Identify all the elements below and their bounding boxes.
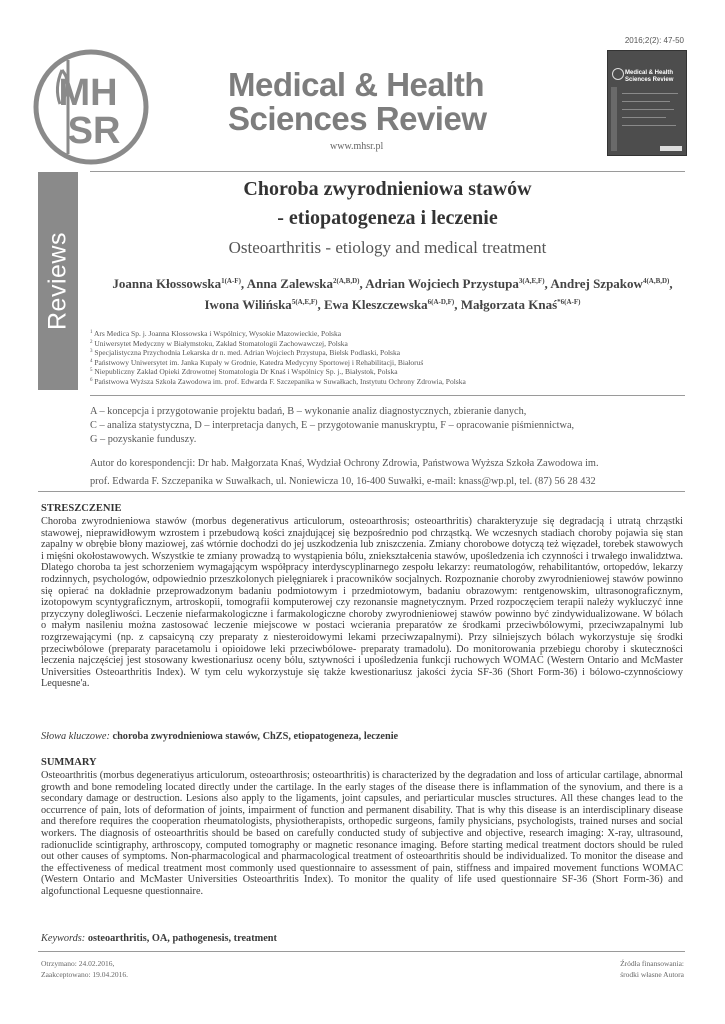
svg-text:SR: SR <box>67 110 121 152</box>
correspondence-line: Autor do korespondencji: Dr hab. Małgorzata Knaś, Wydział Ochrony Zdrowia, Państwowa Wyższa Szkoła Zawodowa im. <box>90 458 599 469</box>
affiliation-number: 4 <box>90 358 93 364</box>
cover-line <box>622 101 670 102</box>
author-name: Iwona Wilińska <box>204 297 292 312</box>
author-affiliation-marker: 6(A-D,F) <box>427 298 455 306</box>
affiliation-item <box>90 348 650 358</box>
summary-keywords <box>41 933 277 944</box>
cover-title: Medical & Health Sciences Review <box>625 70 674 83</box>
affiliation-number: 6 <box>90 377 93 383</box>
streszczenie-body: Choroba zwyrodnieniowa stawów (morbus degenerativus articulorum, osteoarthrosis; osteoarthritis) charakteryzuje się degradacją i utratą chrząstki stawowej, nieprawidłowym wzrostem i przebudową kości znajdującej się bezpośrednio pod chrząstką. We wczesnych stadiach choroby pojawia się stan zapalny w obrębie błony maziowej, zaś wtórnie dochodzi do jej uszkodzenia lub zniszczenia. Zmiany chorobowe dotyczą też więzadeł, torebek stawowych i mięśni okołostawowych. Wszystkie te zmiany prowadzą to wystąpienia bólu, zniekształcenia stawów, upośledzenia ich czynności i trwałego inwalidztwa. Dlatego choroba ta jest schorzeniem wymagającym współpracy interdyscyplinarnego zespołu lekarzy: reumatologów, rehabilitantów, ortopedów, lekarzy rodzinnych, psychologów, odpowiednio przeszkolonych pielęgniarek i pracowników socjalnych. Rozpoznanie choroby zwyrodnieniowej stawów powinno się opierać na dokładnie przeprowadzonym badaniu podmiotowym i przedmiotowym, badaniu obrazowym: rentgenowskim, ultrasonograficznym, izotopowym scyntygraficznym, artroskopii, tomografii komputerowej czy rezonansie magnetycznym. Przed rozpoczęciem terapii należy wykluczyć inne przyczyny dolegliwości. Leczenie niefarmakologiczne i farmakologiczne choroby zwyrodnieniowej stawów powinno być zindywidualizowane. W bólach o małym nasileniu można zastosować leczenie miejscowe w postaci wcierania preparatów ze środkami przeciwbólowymi, przeciwzapalnymi lub rozgrzewającymi (np. z capsaicyną czy preparaty z niesteroidowymi lekami przeciwzapalnymi). Przy silniejszych bólach wykorzystuje się środki przeciwbólowe (preparaty paracetamolu i opioidowe leki przeciwbólowe- preparaty tramadolu). Do monitorowania przebiegu choroby i skuteczności leczenia najczęściej jest stosowany kwestionariusz oceny bólu, sztywności i upośledzenia funkcji ruchowych WOMAC (Western Ontario and McMaster Universities Osteoarthritis Index). W tym celu wykorzystuje się także kwestionariusz jakości życia SF-36 (Short Form-36) i bólowo-czynnościowy Lequesne'a. <box>41 516 683 690</box>
journal-title-line1: Medical & Health <box>228 66 485 103</box>
journal-cover-thumbnail <box>607 50 687 156</box>
svg-text:MH: MH <box>58 72 118 114</box>
affiliation-item <box>90 358 650 368</box>
cover-line <box>622 117 666 118</box>
correspondence-line: prof. Edwarda F. Szczepanika w Suwałkach, ul. Noniewicza 10, 16-400 Suwałki, e-mail: knass@wp.pl, tel. (87) 56 28 432 <box>90 475 596 487</box>
streszczenie-heading: STRESZCZENIE <box>41 503 122 514</box>
divider <box>90 171 685 172</box>
affiliation-item <box>90 339 650 349</box>
affiliation-item <box>90 377 650 387</box>
author-affiliation-marker: 1(A-F) <box>221 277 241 285</box>
journal-title-line2: Sciences Review <box>228 100 487 137</box>
affiliation-text: Państwowa Wyższa Szkoła Zawodowa im. prof. Edwarda F. Szczepanika w Suwałkach, Instytutu Ochrony Zdrowia, Polska <box>94 376 466 386</box>
author-separator: , <box>544 276 551 291</box>
contributions-line: A – koncepcja i przygotowanie projektu badań, B – wykonanie analiz diagnostycznych, zbieranie danych, <box>90 406 527 417</box>
cover-logo-icon <box>612 68 624 80</box>
received-date: Otrzymano: 24.02.2016, <box>41 959 115 968</box>
author-affiliation-marker: 4(A,B,D) <box>642 277 670 285</box>
journal-url[interactable]: www.mhsr.pl <box>330 141 384 152</box>
summary-body: Osteoarthritis (morbus degeneratiyus articulorum, osteoarthrosis; osteoarthritis) is characterized by the degradation and loss of articular cartilage, abnormal growth and bone remodeling located directly under the cartilage. In the early stages of the disease there is inflammation of the synovium, and there is a secondary damage or destruction. Lesions also apply to the ligaments, joint capsules, and periarticular muscles structures. All these changes lead to the occurrence of pain, lots of deformation of joints, impairment of function and permanent disability. That is why this disease is an interdisciplinary disease and therefore requires the cooperation rheumatologists, physiotherapists, orthopedic surgeons, family physicians, psychologists, trained nurses and social workers. The diagnosis of osteoarthritis should be based on carefully conducted study of subjective and objective, research imaging: X-ray, ultrasound, radionuclide scintigraphy, arthroscopy, computed tomography or magnetic resonance imaging. Before starting medical treatment doctors should be ruled out other causes of symptoms. Non-pharmacological and pharmacological treatment of osteoarthritis should be individualized. To monitor the disease and the effectiveness of medical treatment most commonly used questionnaire to assessment of pain, stiffness and impaired movement functions WOMAC (Western Ontario and McMaster Universities Osteoarthritis Index). To monitor the quality of life used questionnaire SF-36 (Short Form-36) and algofunctional Lequesne questionnaire. <box>41 770 683 897</box>
author-separator: , <box>454 297 461 312</box>
summary-heading: SUMMARY <box>41 757 97 768</box>
cover-line <box>622 93 678 94</box>
author-affiliation-marker: *6(A-F) <box>557 298 581 306</box>
affiliation-number: 3 <box>90 349 93 355</box>
author-name: Anna Zalewska <box>246 276 334 291</box>
keywords-text: osteoarthritis, OA, pathogenesis, treatment <box>87 933 277 944</box>
divider <box>38 491 685 492</box>
keywords-label: Słowa kluczowe: <box>41 731 110 742</box>
author-affiliation-marker: 2(A,B,D) <box>333 277 360 285</box>
article-title-en: Osteoarthritis - etiology and medical treatment <box>228 238 547 257</box>
author-name: Małgorzata Knaś <box>460 297 558 312</box>
author-list <box>100 273 685 315</box>
keywords-label: Keywords: <box>41 933 86 944</box>
funding-value: środki własne Autora <box>620 970 684 979</box>
author-separator: , <box>240 276 247 291</box>
correspondence <box>90 455 690 490</box>
author-name: Andrej Szpakow <box>550 276 643 291</box>
author-name: Ewa Kleszczewska <box>323 297 428 312</box>
funding-footer <box>620 958 684 980</box>
cover-side-strip <box>611 87 617 151</box>
affiliation-number: 5 <box>90 368 93 374</box>
citation: 2016;2(2): 47-50 <box>624 36 684 45</box>
section-sidebar <box>38 172 78 390</box>
author-contributions <box>90 405 660 447</box>
author-separator: , <box>317 297 324 312</box>
author-separator: , <box>669 276 673 291</box>
divider <box>90 395 685 396</box>
affiliation-list <box>90 329 650 387</box>
journal-title <box>228 68 487 136</box>
divider <box>38 951 685 952</box>
affiliation-item <box>90 367 650 377</box>
funding-label: Źródła finansowania: <box>620 959 684 968</box>
dates-footer <box>41 958 128 980</box>
affiliation-text: Państwowy Uniwersytet im. Janka Kupały w Grodnie, Katedra Medycyny Sportowej i Rehabilitacji, Białoruś <box>94 357 424 367</box>
contributions-line: G – pozyskanie funduszy. <box>90 434 197 445</box>
cover-line <box>622 125 676 126</box>
contributions-line: C – analiza statystyczna, D – interpretacja danych, E – przygotowanie manuskryptu, F – opracowanie piśmiennictwa, <box>90 420 575 431</box>
affiliation-text: Ars Medica Sp. j. Joanna Kłossowska i Wspólnicy, Wysokie Mazowieckie, Polska <box>93 329 342 338</box>
accepted-date: Zaakceptowano: 19.04.2016. <box>41 970 129 979</box>
affiliation-text: Specjalistyczna Przychodnia Lekarska dr n. med. Adrian Wojciech Przystupa, Bielsk Podlaski, Polska <box>94 348 401 358</box>
journal-logo-icon <box>32 48 150 166</box>
author-separator: , <box>359 276 366 291</box>
author-affiliation-marker: 5(A,E,F) <box>291 298 318 306</box>
article-title-pl-line2: - etiopatogeneza i leczenie <box>277 207 498 229</box>
cover-line <box>622 109 674 110</box>
author-affiliation-marker: 3(A,E,F) <box>518 277 545 285</box>
affiliation-number: 1 <box>90 330 93 335</box>
section-label: Reviews <box>43 232 72 330</box>
cover-footer-mark <box>660 146 682 151</box>
affiliation-text: Niepubliczny Zakład Opieki Zdrowotnej Stomatologia Dr Knaś i Wspólnicy Sp. j., Białystok, Polska <box>94 367 398 377</box>
streszczenie-keywords <box>41 731 398 742</box>
affiliation-item <box>90 329 650 339</box>
keywords-text: choroba zwyrodnieniowa stawów, ChZS, etiopatogeneza, leczenie <box>112 731 399 742</box>
affiliation-number: 2 <box>90 339 93 345</box>
article-title-pl-line1: Choroba zwyrodnieniowa stawów <box>243 178 532 200</box>
affiliation-text: Uniwersytet Medyczny w Białymstoku, Zakład Stomatologii Zachowawczej, Polska <box>94 338 348 348</box>
author-name: Adrian Wojciech Przystupa <box>365 276 519 291</box>
author-name: Joanna Kłossowska <box>112 276 222 291</box>
